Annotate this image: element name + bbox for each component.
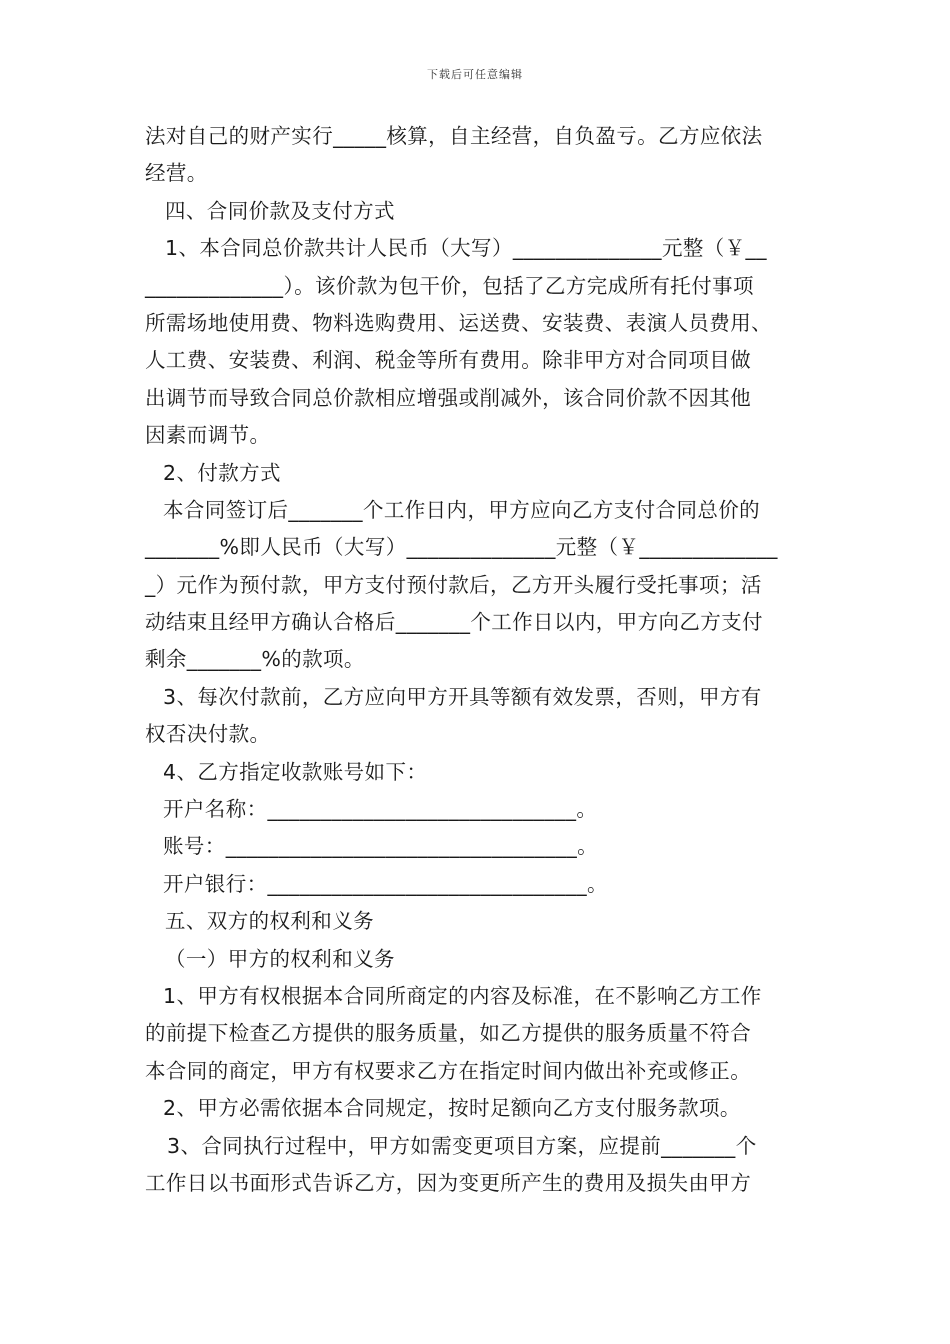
text-line: _）元作为预付款，甲方支付预付款后，乙方开头履行受托事项；活	[145, 572, 762, 597]
text-line: 剩余_______%的款项。	[145, 647, 365, 672]
contract-body	[145, 118, 815, 1202]
clause-line: 3、合同执行过程中，甲方如需变更项目方案，应提前_______个	[167, 1133, 757, 1158]
text-line: 所需场地使用费、物料选购费用、运送费、安装费、表演人员费用、	[145, 310, 772, 335]
clause-line: 3、每次付款前，乙方应向甲方开具等额有效发票，否则，甲方有	[163, 684, 762, 709]
text-line: 出调节而导致合同总价款相应增强或削减外，该合同价款不因其他	[145, 385, 752, 410]
text-line: 本合同签订后_______个工作日内，甲方应向乙方支付合同总价的	[163, 497, 761, 522]
clause-line: 1、本合同总价款共计人民币（大写）______________元整（￥__	[165, 236, 767, 261]
text-line: 动结束且经甲方确认合格后_______个工作日以内，甲方向乙方支付	[145, 610, 763, 635]
text-line: 法对自己的财产实行_____核算，自主经营，自负盈亏。乙方应依法	[145, 124, 763, 148]
page-header: 下载后可任意编辑	[427, 68, 523, 81]
text-line: 本合同的商定，甲方有权要求乙方在指定时间内做出补充或修正。	[145, 1058, 752, 1083]
clause-line: 2、甲方必需依据本合同规定，按时足额向乙方支付服务款项。	[163, 1096, 741, 1121]
text-line: 工作日以书面形式告诉乙方，因为变更所产生的费用及损失由甲方	[145, 1170, 752, 1195]
subsection-heading: （一）甲方的权利和义务	[165, 946, 395, 971]
account-name-line: 开户名称：_____________________________。	[163, 797, 598, 822]
clause-line: 2、付款方式	[163, 460, 281, 485]
account-number-line: 账号：_________________________________。	[163, 834, 599, 859]
section-heading: 四、合同价款及支付方式	[165, 198, 395, 223]
text-line: 权否决付款。	[145, 722, 271, 747]
clause-line: 1、甲方有权根据本合同所商定的内容及标准，在不影响乙方工作	[163, 983, 762, 1008]
text-line: 人工费、安装费、利润、税金等所有费用。除非甲方对合同项目做	[145, 348, 752, 373]
text-line: _______%即人民币（大写）______________元整（￥_____________	[145, 535, 778, 560]
clause-line: 4、乙方指定收款账号如下：	[163, 759, 428, 784]
text-line: 因素而调节。	[145, 423, 271, 448]
bank-line: 开户银行：______________________________。	[163, 871, 608, 896]
text-line: 经营。	[145, 161, 208, 186]
section-heading: 五、双方的权利和义务	[165, 909, 374, 934]
text-line: 的前提下检查乙方提供的服务质量，如乙方提供的服务质量不符合	[145, 1021, 752, 1046]
text-line: _____________）。该价款为包干价，包括了乙方完成所有托付事项	[145, 273, 754, 298]
